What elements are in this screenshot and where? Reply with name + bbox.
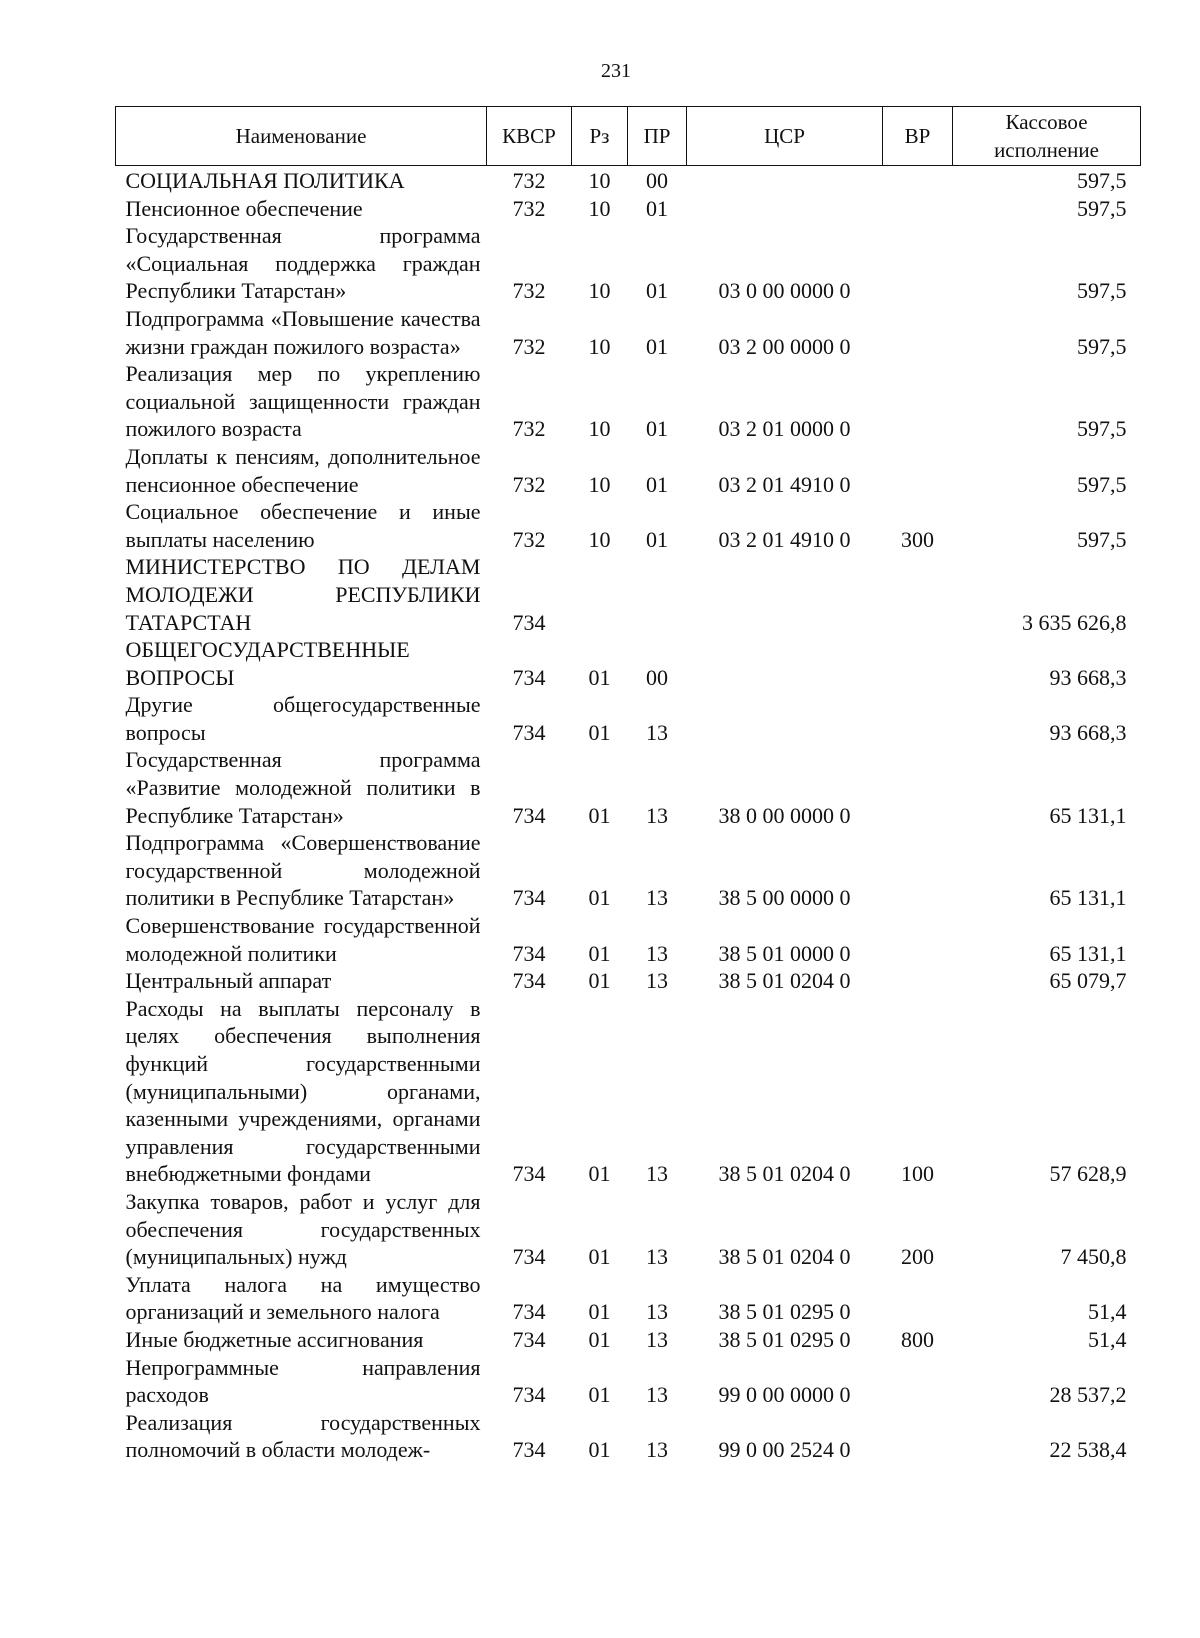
cell-vr: 800 xyxy=(901,1326,934,1352)
cell-sum: 597,5 xyxy=(1077,471,1127,497)
cell-csr: 99 0 00 2524 0 xyxy=(718,1437,851,1463)
cell-name: Подпрограмма «Повышение качества жизни граждан пожилого возраста» xyxy=(125,305,481,359)
cell-name: СОЦИАЛЬНАЯ ПОЛИТИКА xyxy=(125,168,405,193)
cell-sum: 597,5 xyxy=(1077,526,1127,552)
cell-csr xyxy=(687,553,883,636)
cell-csr: 38 5 01 0204 0 xyxy=(718,1244,851,1270)
cell-name: Центральный аппарат xyxy=(125,968,332,994)
cell-csr: 38 5 01 0204 0 xyxy=(718,1161,851,1187)
header-pr: ПР xyxy=(628,107,687,166)
cell-vr: 200 xyxy=(901,1244,934,1270)
cell-pr: 13 xyxy=(646,802,668,828)
cell-kvsr: 734 xyxy=(512,609,546,635)
cell-kvsr: 734 xyxy=(512,1326,546,1352)
table-row xyxy=(116,360,1141,443)
cell-sum: 65 131,1 xyxy=(1049,802,1127,828)
cell-rz: 10 xyxy=(588,195,611,221)
cell-rz: 10 xyxy=(588,333,611,359)
cell-kvsr: 734 xyxy=(512,1437,546,1463)
cell-vr xyxy=(883,166,953,195)
cell-name: Уплата налога на имущество организаций и земельного налога xyxy=(125,1271,481,1325)
cell-sum: 57 628,9 xyxy=(1049,1161,1127,1187)
cell-kvsr: 732 xyxy=(512,526,546,552)
cell-csr: 38 5 01 0000 0 xyxy=(718,940,851,966)
table-row xyxy=(116,1271,1141,1326)
cell-csr: 38 5 01 0295 0 xyxy=(718,1326,851,1352)
cell-csr: 99 0 00 0000 0 xyxy=(718,1382,851,1408)
cell-vr xyxy=(883,829,953,912)
cell-name: Доплаты к пенсиям, дополнительное пенсионное обеспечение xyxy=(125,443,481,497)
cell-pr: 13 xyxy=(646,719,668,745)
cell-csr: 38 5 01 0204 0 xyxy=(718,968,851,994)
table-row xyxy=(116,195,1141,223)
cell-pr: 01 xyxy=(646,278,668,304)
table-row xyxy=(116,829,1141,912)
cell-name: Совершенствование государственной молодежной политики xyxy=(125,913,481,966)
cell-pr: 01 xyxy=(646,416,668,442)
cell-sum: 597,5 xyxy=(1077,195,1127,221)
table-row xyxy=(116,746,1141,829)
cell-rz: 01 xyxy=(588,1437,611,1463)
cell-csr: 03 2 01 4910 0 xyxy=(718,471,851,497)
cell-csr xyxy=(687,195,883,223)
cell-csr xyxy=(687,166,883,195)
table-row xyxy=(116,967,1141,995)
cell-vr xyxy=(883,360,953,443)
cell-rz: 01 xyxy=(588,1244,611,1270)
cell-name: Подпрограмма «Совершенствование государственной молодежной политики в Республике Татарстан» xyxy=(125,830,481,911)
table-row xyxy=(116,1326,1141,1354)
cell-pr: 13 xyxy=(646,1382,668,1408)
cell-pr: 01 xyxy=(646,333,668,359)
cell-pr: 13 xyxy=(646,885,668,911)
cell-vr xyxy=(883,1409,953,1464)
cell-kvsr: 734 xyxy=(512,1244,546,1270)
cell-kvsr: 734 xyxy=(512,885,546,911)
table-row xyxy=(116,305,1141,360)
header-name: Наименование xyxy=(116,107,487,166)
header-rz: Рз xyxy=(572,107,628,166)
cell-pr: 13 xyxy=(646,1299,668,1325)
cell-vr xyxy=(883,305,953,360)
cell-pr: 13 xyxy=(646,1244,668,1270)
cell-name: Социальное обеспечение и иные выплаты населению xyxy=(125,499,481,552)
table-header xyxy=(116,107,1141,166)
table-row xyxy=(116,995,1141,1188)
cell-kvsr: 734 xyxy=(512,719,546,745)
cell-pr: 01 xyxy=(646,526,668,552)
cell-vr xyxy=(883,636,953,691)
cell-rz: 01 xyxy=(588,664,611,690)
cell-rz: 01 xyxy=(588,968,611,994)
table-row xyxy=(116,1188,1141,1271)
cell-sum: 22 538,4 xyxy=(1049,1437,1127,1463)
cell-rz: 01 xyxy=(588,719,611,745)
cell-pr: 01 xyxy=(646,471,668,497)
cell-rz: 01 xyxy=(588,1299,611,1325)
cell-kvsr: 734 xyxy=(512,940,546,966)
table-row xyxy=(116,1354,1141,1409)
cell-sum: 597,5 xyxy=(1077,168,1127,193)
cell-kvsr: 734 xyxy=(512,1299,546,1325)
cell-rz: 01 xyxy=(588,885,611,911)
cell-name: Другие общегосударственные вопросы xyxy=(125,692,481,745)
cell-rz: 01 xyxy=(588,802,611,828)
header-kvsr: КВСР xyxy=(487,107,572,166)
cell-name: Пенсионное обеспечение xyxy=(125,195,363,221)
cell-vr: 300 xyxy=(901,526,934,552)
cell-vr xyxy=(883,1271,953,1326)
cell-kvsr: 732 xyxy=(512,333,546,359)
cell-pr: 01 xyxy=(646,195,668,221)
table-row xyxy=(116,166,1141,195)
cell-csr: 03 2 00 0000 0 xyxy=(718,333,851,359)
cell-kvsr: 732 xyxy=(512,416,546,442)
cell-sum: 51,4 xyxy=(1088,1299,1127,1325)
header-sum: Кассовое исполнение xyxy=(953,107,1141,166)
cell-vr: 100 xyxy=(901,1161,934,1187)
table-row xyxy=(116,636,1141,691)
cell-rz: 10 xyxy=(588,471,611,497)
cell-sum: 65 079,7 xyxy=(1049,968,1127,994)
cell-sum: 28 537,2 xyxy=(1049,1382,1127,1408)
cell-sum: 597,5 xyxy=(1077,416,1127,442)
cell-rz: 01 xyxy=(588,940,611,966)
table-row xyxy=(116,912,1141,967)
cell-name: Государственная программа «Развитие молодежной политики в Республике Татарстан» xyxy=(125,747,481,828)
cell-rz: 01 xyxy=(588,1161,611,1187)
cell-pr: 00 xyxy=(646,168,668,193)
cell-name: ОБЩЕГОСУДАРСТВЕННЫЕ ВОПРОСЫ xyxy=(125,637,410,690)
cell-kvsr: 732 xyxy=(512,278,546,304)
cell-csr xyxy=(687,691,883,746)
cell-rz xyxy=(572,553,628,636)
cell-rz: 10 xyxy=(588,278,611,304)
cell-vr xyxy=(883,912,953,967)
table-row xyxy=(116,443,1141,498)
page-number: 231 xyxy=(601,60,631,82)
cell-name: Реализация мер по укреплению социальной защищенности граждан пожилого возраста xyxy=(125,361,481,442)
table-row xyxy=(116,222,1141,305)
cell-csr: 38 5 01 0295 0 xyxy=(718,1299,851,1325)
cell-csr: 38 0 00 0000 0 xyxy=(718,802,851,828)
cell-sum: 51,4 xyxy=(1088,1326,1127,1352)
cell-rz: 01 xyxy=(588,1382,611,1408)
cell-rz: 01 xyxy=(588,1326,611,1352)
cell-pr: 00 xyxy=(646,664,668,690)
table-row xyxy=(116,553,1141,636)
cell-rz: 10 xyxy=(588,416,611,442)
table-row xyxy=(116,1409,1141,1464)
cell-name: Реализация государственных полномочий в области молодеж- xyxy=(125,1409,481,1463)
cell-kvsr: 734 xyxy=(512,802,546,828)
cell-kvsr: 732 xyxy=(512,471,546,497)
cell-pr: 13 xyxy=(646,940,668,966)
cell-name: Расходы на выплаты персоналу в целях обеспечения выполнения функций государственными (муниципальными) органами, казенными учреждениями, органами управления государственными внебюджетными фондами xyxy=(125,995,481,1187)
cell-kvsr: 734 xyxy=(512,1161,546,1187)
cell-vr xyxy=(883,222,953,305)
cell-csr: 38 5 00 0000 0 xyxy=(718,885,851,911)
cell-sum: 65 131,1 xyxy=(1049,940,1127,966)
cell-kvsr: 734 xyxy=(512,664,546,690)
cell-sum: 597,5 xyxy=(1077,333,1127,359)
cell-kvsr: 734 xyxy=(512,968,546,994)
cell-vr xyxy=(883,967,953,995)
cell-csr: 03 2 01 0000 0 xyxy=(718,416,851,442)
cell-kvsr: 734 xyxy=(512,1382,546,1408)
cell-name: Непрограммные направления расходов xyxy=(125,1354,481,1408)
cell-name: Государственная программа «Социальная поддержка граждан Республики Татарстан» xyxy=(125,223,481,304)
cell-pr xyxy=(628,553,687,636)
cell-vr xyxy=(883,443,953,498)
cell-sum: 93 668,3 xyxy=(1049,719,1127,745)
table-body xyxy=(116,166,1141,1464)
cell-pr: 13 xyxy=(646,1437,668,1463)
header-csr: ЦСР xyxy=(687,107,883,166)
cell-pr: 13 xyxy=(646,1161,668,1187)
cell-name: Закупка товаров, работ и услуг для обеспечения государственных (муниципальных) нужд xyxy=(125,1188,481,1270)
cell-name: МИНИСТЕРСТВО ПО ДЕЛАМ МОЛОДЕЖИ РЕСПУБЛИКИ ТАТАРСТАН xyxy=(125,554,481,635)
table-row xyxy=(116,691,1141,746)
cell-csr: 03 2 01 4910 0 xyxy=(718,526,851,552)
cell-vr xyxy=(883,691,953,746)
cell-rz: 10 xyxy=(588,168,611,193)
header-vr: ВР xyxy=(883,107,953,166)
cell-vr xyxy=(883,746,953,829)
cell-sum: 3 635 626,8 xyxy=(1022,609,1127,635)
cell-pr: 13 xyxy=(646,968,668,994)
cell-csr xyxy=(687,636,883,691)
cell-kvsr: 732 xyxy=(512,195,546,221)
cell-sum: 597,5 xyxy=(1077,278,1127,304)
cell-rz: 10 xyxy=(588,526,611,552)
cell-sum: 7 450,8 xyxy=(1060,1244,1127,1270)
cell-vr xyxy=(883,553,953,636)
cell-sum: 65 131,1 xyxy=(1049,885,1127,911)
cell-kvsr: 732 xyxy=(512,168,546,193)
table-row xyxy=(116,498,1141,553)
budget-table xyxy=(115,106,1141,1464)
cell-csr: 03 0 00 0000 0 xyxy=(718,278,851,304)
cell-name: Иные бюджетные ассигнования xyxy=(125,1326,424,1352)
cell-pr: 13 xyxy=(646,1326,668,1352)
cell-sum: 93 668,3 xyxy=(1049,664,1127,690)
cell-vr xyxy=(883,195,953,223)
cell-vr xyxy=(883,1354,953,1409)
